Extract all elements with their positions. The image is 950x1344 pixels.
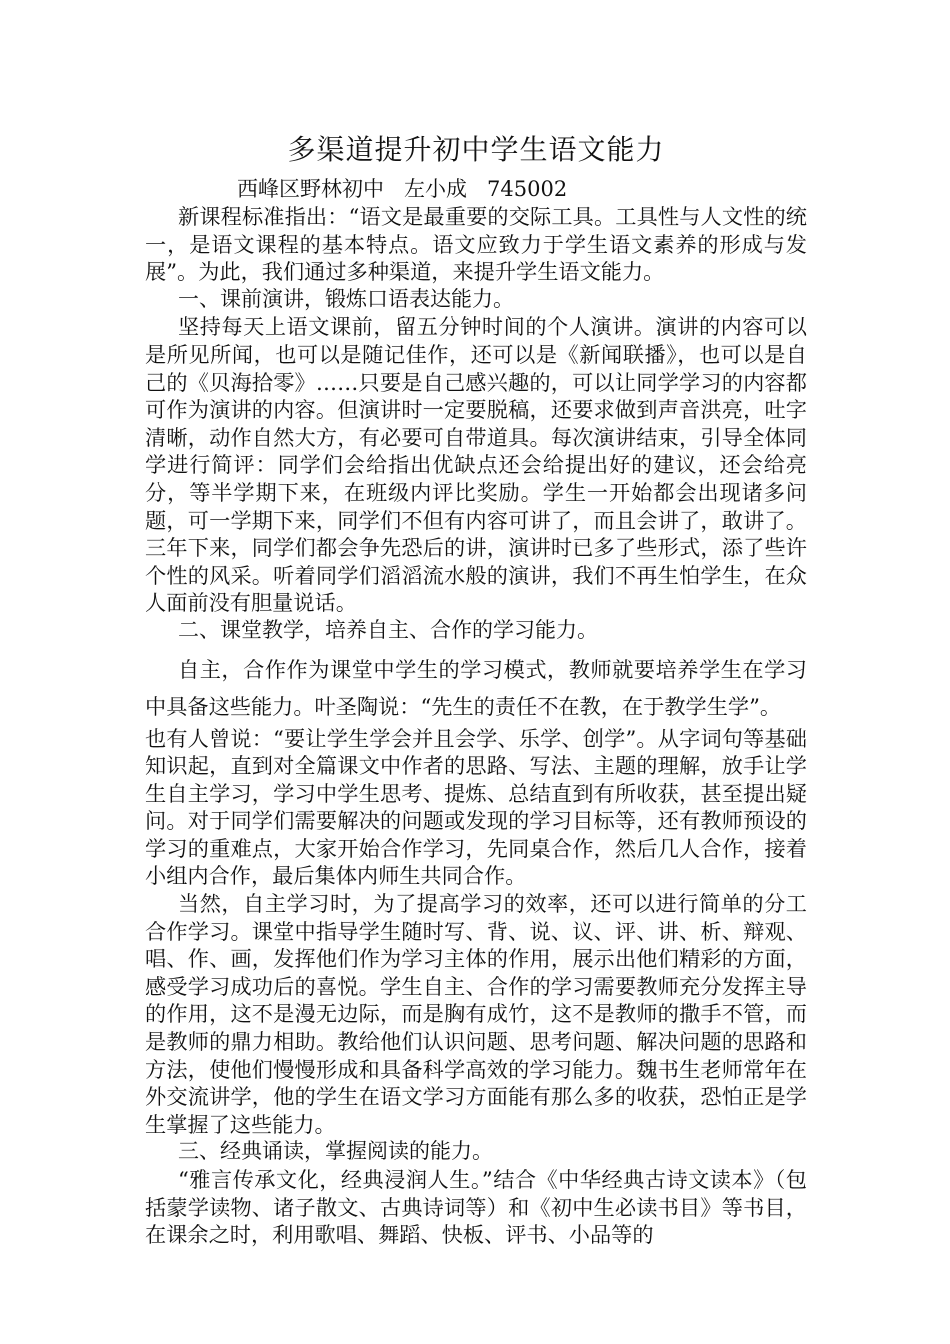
- author-byline: 西峰区野林初中 左小成 745002: [237, 177, 568, 201]
- section-2-paragraph-loose: 自主，合作作为课堂中学生的学习模式，教师就要培养学生在学习中具备这些能力。叶圣陶说：“先生的责任不在教，在于教学生学”。: [145, 656, 807, 719]
- section-heading-2: 二、课堂教学，培养自主、合作的学习能力。: [178, 617, 598, 642]
- section-1-paragraph: 坚持每天上语文课前，留五分钟时间的个人演讲。演讲的内容可以是所见所闻，也可以是随记佳作，还可以是《新闻联播》，也可以是自己的《贝海拾零》……只要是自己感兴趣的，可以让同学学习的内容都可作为演讲的内容。但演讲时一定要脱稿，还要求做到声音洪亮，吐字清晰，动作自然大方，有必要可自带道具。每次演讲结束，引导全体同学进行简评：同学们会给指出优缺点还会给提出好的建议，还会给亮分，等半学期下来，在班级内评比奖励。学生一开始都会出现诸多问题，可一学期下来，同学们不但有内容可讲了，而且会讲了，敢讲了。三年下来，同学们都会争先恐后的讲，演讲时已多了些形式，添了些许个性的风采。听着同学们滔滔流水般的演讲，我们不再生怕学生，在众人面前没有胆量说话。: [145, 314, 807, 616]
- section-2-paragraph-rest: 也有人曾说：“要让学生学会并且会学、乐学、创学”。从字词句等基础知识起，直到对全篇课文中作者的思路、写法、主题的理解，放手让学生自主学习，学习中学生思考、提炼、总结直到有所收获，甚至提出疑问。对于同学们需要解决的问题或发现的学习目标等，还有教师预设的学习的重难点，大家开始合作学习，先同桌合作，然后几人合作，接着小组内合作，最后集体内师生共同合作。: [145, 725, 807, 889]
- intro-paragraph: 新课程标准指出：“语文是最重要的交际工具。工具性与人文性的统一，是语文课程的基本特点。语文应致力于学生语文素养的形成与发展”。为此，我们通过多种渠道，来提升学生语文能力。: [145, 204, 807, 285]
- section-heading-1: 一、课前演讲，锻炼口语表达能力。: [178, 286, 514, 311]
- section-2-paragraph-2: 当然，自主学习时，为了提高学习的效率，还可以进行简单的分工合作学习。课堂中指导学生随时写、背、说、议、评、讲、析、辩观、唱、作、画，发挥他们作为学习主体的作用，展示出他们精彩的方面，感受学习成功后的喜悦。学生自主、合作的学习需要教师充分发挥主导的作用，这不是漫无边际，而是胸有成竹，这不是教师的撒手不管，而是教师的鼎力相助。教给他们认识问题、思考问题、解决问题的思路和方法，使他们慢慢形成和具备科学高效的学习能力。魏书生老师常年在外交流讲学，他的学生在语文学习方面能有那么多的收获，恐怕正是学生掌握了这些能力。: [145, 891, 807, 1137]
- document-page: [145, 128, 807, 1249]
- section-3-paragraph: “雅言传承文化，经典浸润人生。”结合《中华经典古诗文读本》（包括蒙学读物、诸子散文、古典诗词等）和《初中生必读书目》等书目，在课余之时，利用歌唱、舞蹈、快板、评书、小品等的: [145, 1167, 807, 1248]
- page-title: 多渠道提升初中学生语文能力: [287, 133, 665, 166]
- section-heading-3: 三、经典诵读，掌握阅读的能力。: [178, 1139, 493, 1164]
